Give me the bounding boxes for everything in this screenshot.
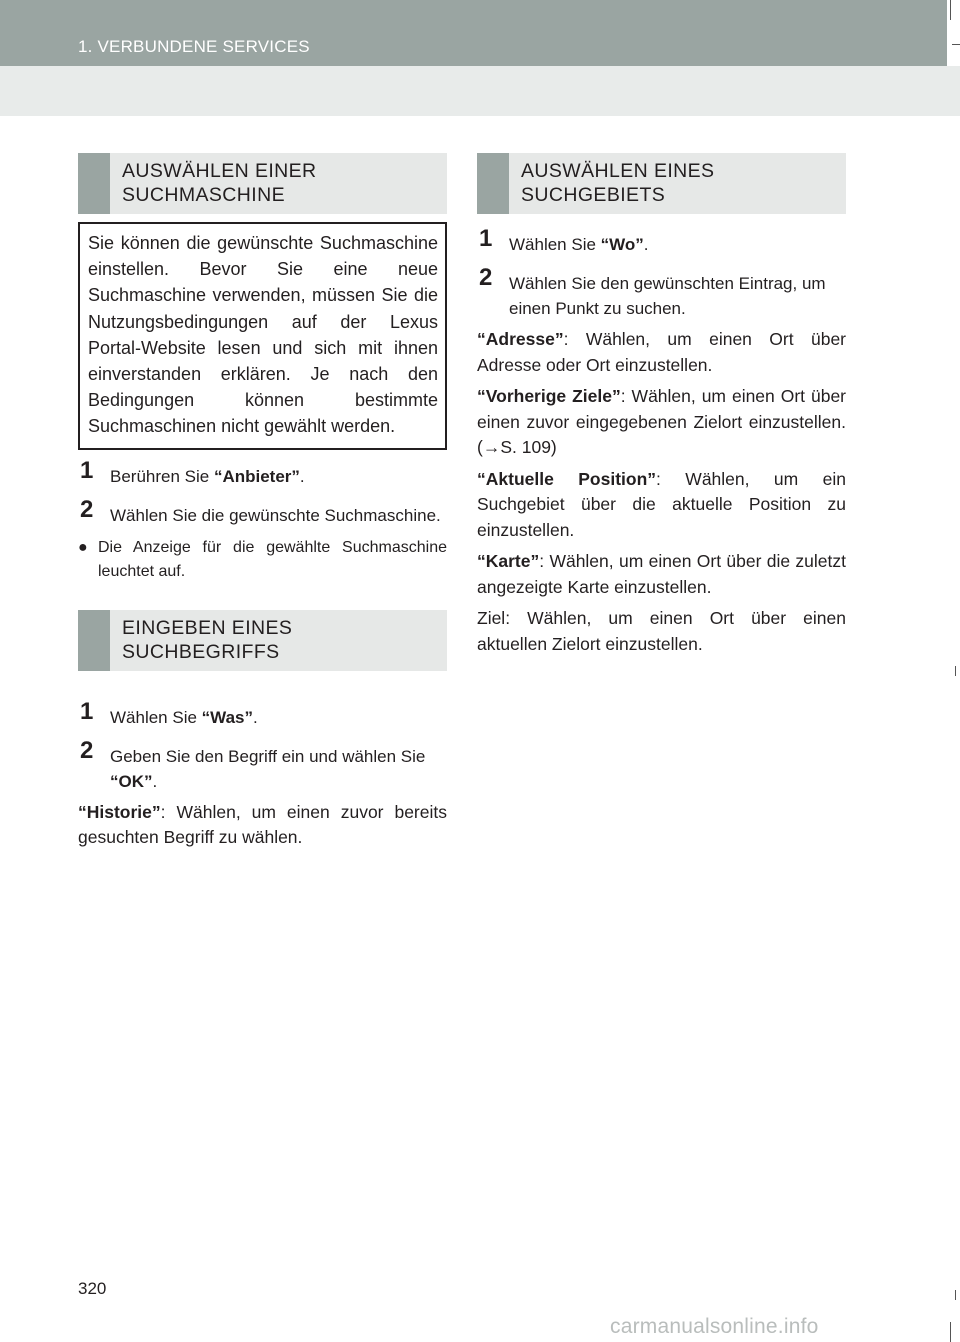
map-paragraph: “Karte”: Wählen, um einen Ort über die zuletzt angezeigte Karte einzustellen.	[477, 551, 846, 597]
header-band	[0, 66, 960, 116]
key-label: “Karte”	[477, 551, 540, 571]
step-number: 1	[80, 697, 94, 725]
key-label: “Historie”	[78, 801, 161, 822]
address-paragraph: “Adresse”: Wählen, um einen Ort über Adresse oder Ort einzustellen.	[477, 329, 846, 375]
crop-mark	[950, 1322, 951, 1342]
current-position-paragraph: “Aktuelle Position”: Wählen, um ein Suchgebiet über die aktuelle Position zu einzustellen.	[477, 468, 847, 540]
crop-mark	[955, 1290, 956, 1300]
section-heading: AUSWÄHLEN EINER SUCHMASCHINE	[122, 160, 317, 206]
step-1: 1 Wählen Sie “Wo”.	[479, 225, 649, 254]
key-label: “Aktuelle Position”	[477, 468, 657, 489]
section-tab	[78, 610, 110, 671]
crop-mark	[950, 0, 951, 20]
step-number: 1	[479, 225, 493, 252]
key-label: “Adresse”	[477, 329, 564, 349]
key-label: “Vorherige Ziele”	[477, 386, 621, 406]
watermark: carmanualsonline.info	[610, 1315, 819, 1338]
crop-mark	[955, 666, 956, 676]
step-number: 1	[80, 456, 94, 484]
right-column	[477, 153, 846, 657]
bullet-note: ● Die Anzeige für die gewählte Suchmaschine leuchtet auf.	[78, 536, 447, 584]
previous-destinations-paragraph: “Vorherige Ziele”: Wählen, um einen Ort über einen zuvor eingegebenen Zielort einzustellen. (→S. 109)	[477, 386, 847, 457]
section-header-search-term	[78, 610, 447, 671]
step-1: 1 Berühren Sie “Anbieter”.	[80, 456, 305, 486]
step-2: 2 Geben Sie den Begriff ein und wählen Sie “OK”.	[80, 736, 426, 791]
section-header-search-area	[477, 153, 846, 214]
page-number: 320	[78, 1279, 107, 1298]
section-heading: EINGEBEN EINES SUCHBEGRIFFS	[122, 616, 293, 663]
step-number: 2	[80, 736, 94, 764]
section-tab	[477, 153, 509, 214]
history-paragraph: “Historie”: Wählen, um einen zuvor bereits gesuchten Begriff zu wählen.	[78, 801, 447, 848]
step-number: 2	[80, 495, 94, 523]
section-title: 1. VERBUNDENE SERVICES	[78, 37, 310, 56]
step-2: 2 Wählen Sie den gewünschten Eintrag, um einen Punkt zu suchen.	[479, 264, 826, 318]
key-label: “OK”	[110, 771, 153, 791]
key-label: “Wo”	[600, 235, 644, 254]
section-tab	[78, 153, 110, 214]
bullet-icon: ●	[78, 538, 88, 556]
section-heading: AUSWÄHLEN EINES SUCHGEBIETS	[521, 160, 715, 206]
key-label: “Anbieter”	[213, 466, 300, 486]
destination-paragraph: Ziel: Wählen, um einen Ort über einen aktuellen Zielort einzustellen.	[477, 608, 846, 654]
step-2: 2 Wählen Sie die gewünschte Suchmaschine.	[80, 495, 441, 525]
section-header-search-engine	[78, 153, 447, 214]
crop-mark	[952, 44, 960, 45]
step-1: 1 Wählen Sie “Was”.	[80, 697, 258, 727]
step-number: 2	[479, 264, 493, 291]
key-label: “Was”	[201, 707, 253, 727]
left-column	[78, 153, 447, 851]
intro-box: Sie können die gewünschte Suchmaschine einstellen. Bevor Sie eine neue Suchmaschine verwenden, müssen Sie die Nutzungsbedingungen auf der Lexus Portal-Website lesen und sich mit ihnen einverstanden erklären. Je nach den Bedingungen können bestimmte Suchmaschinen nicht gewählt werden.	[78, 222, 447, 450]
